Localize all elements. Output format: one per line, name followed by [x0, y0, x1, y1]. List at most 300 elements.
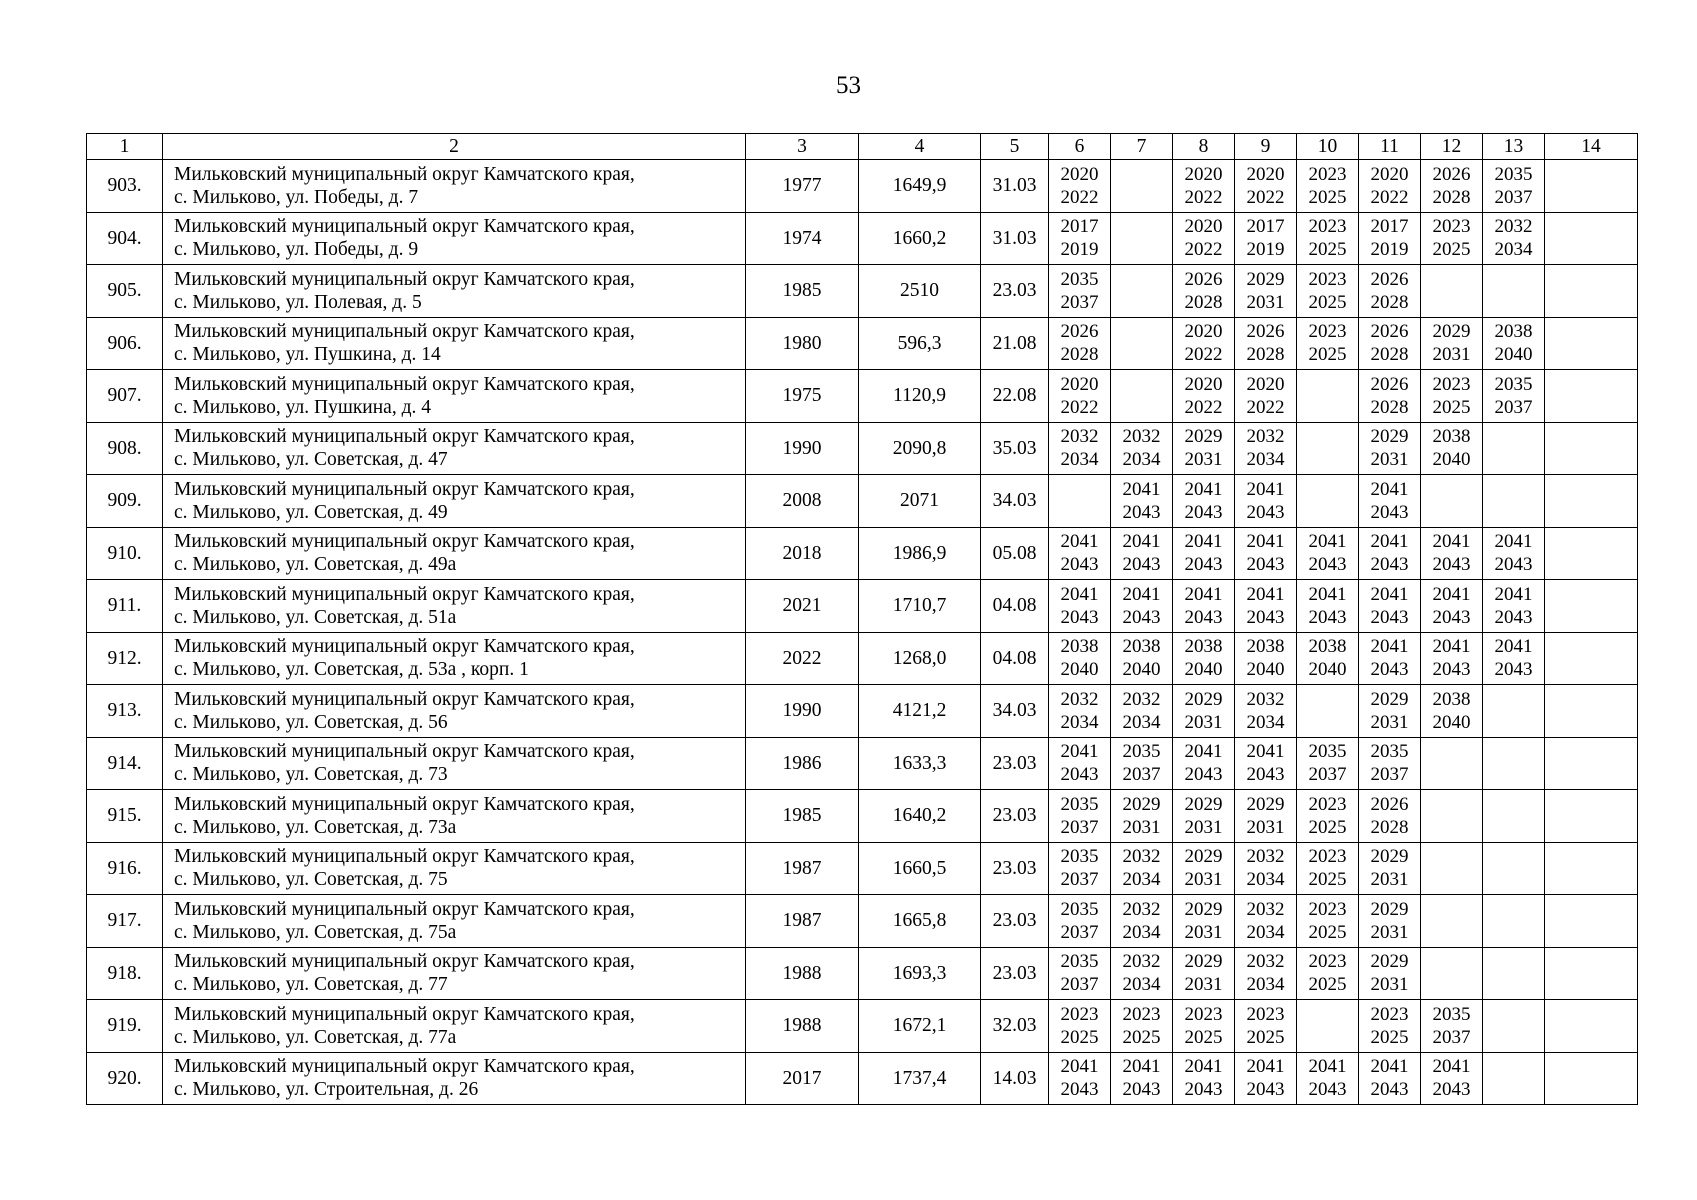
- period-cell-13: [1483, 685, 1545, 738]
- period-cell-9: [1235, 370, 1297, 423]
- period-start-year: 2029: [1370, 898, 1409, 920]
- period-cell-12: [1421, 685, 1483, 738]
- column-number-11: 11: [1359, 134, 1421, 160]
- period-cell-8: [1173, 370, 1235, 423]
- row-number-cell: 909.: [87, 475, 163, 528]
- period-cell-10: [1297, 580, 1359, 633]
- period-start-year: 2026: [1432, 163, 1471, 185]
- period-start-year: 2017: [1370, 216, 1409, 238]
- period-cell-7: [1111, 160, 1173, 213]
- period-cell-9: [1235, 527, 1297, 580]
- period-end-year: 2043: [1432, 659, 1471, 681]
- period-cell-8: [1173, 580, 1235, 633]
- period-cell-9: [1235, 685, 1297, 738]
- year-built-cell: 2021: [746, 580, 859, 633]
- period-start-year: 2041: [1122, 1056, 1161, 1078]
- address-street-line: с. Мильково, ул. Советская, д. 49: [174, 501, 448, 523]
- period-end-year: 2043: [1184, 606, 1223, 628]
- period-start-year: 2020: [1370, 163, 1409, 185]
- period-end-year: 2034: [1122, 921, 1161, 943]
- period-cell-6: [1049, 527, 1111, 580]
- period-cell-14: [1545, 475, 1638, 528]
- address-district-line: Мильковский муниципальный округ Камчатского края,: [174, 846, 635, 868]
- period-cell-8: [1173, 947, 1235, 1000]
- period-end-year: 2040: [1432, 449, 1471, 471]
- period-start-year: 2032: [1246, 846, 1285, 868]
- address-cell: [163, 160, 746, 213]
- code-cell: 23.03: [981, 265, 1049, 318]
- column-number-6: 6: [1049, 134, 1111, 160]
- period-cell-13: [1483, 370, 1545, 423]
- period-start-year: 2023: [1246, 1003, 1285, 1025]
- year-built-cell: 1974: [746, 212, 859, 265]
- address-street-line: с. Мильково, ул. Советская, д. 47: [174, 449, 448, 471]
- period-cell-11: [1359, 842, 1421, 895]
- period-start-year: 2035: [1060, 268, 1099, 290]
- period-cell-10: [1297, 1052, 1359, 1105]
- period-end-year: 2037: [1370, 764, 1409, 786]
- code-cell: 23.03: [981, 737, 1049, 790]
- address-district-line: Мильковский муниципальный округ Камчатского края,: [174, 216, 635, 238]
- period-start-year: 2029: [1370, 426, 1409, 448]
- area-cell: 1640,2: [859, 790, 981, 843]
- address-district-line: Мильковский муниципальный округ Камчатского края,: [174, 426, 635, 448]
- address-street-line: с. Мильково, ул. Советская, д. 49а: [174, 554, 457, 576]
- period-cell-11: [1359, 1052, 1421, 1105]
- period-cell-6: [1049, 842, 1111, 895]
- area-cell: 2510: [859, 265, 981, 318]
- address-street-line: с. Мильково, ул. Пушкина, д. 4: [174, 396, 432, 418]
- period-end-year: 2040: [1060, 659, 1099, 681]
- row-number-cell: 913.: [87, 685, 163, 738]
- period-end-year: 2043: [1432, 606, 1471, 628]
- period-start-year: 2041: [1184, 1056, 1223, 1078]
- period-cell-13: [1483, 265, 1545, 318]
- row-number-cell: 917.: [87, 895, 163, 948]
- area-cell: 1120,9: [859, 370, 981, 423]
- period-start-year: 2020: [1184, 216, 1223, 238]
- table-row: [87, 685, 1638, 738]
- table-row: [87, 160, 1638, 213]
- period-cell-11: [1359, 790, 1421, 843]
- period-cell-6: [1049, 1052, 1111, 1105]
- table-row: [87, 790, 1638, 843]
- period-start-year: 2032: [1060, 688, 1099, 710]
- period-cell-10: [1297, 265, 1359, 318]
- year-built-cell: 2018: [746, 527, 859, 580]
- address-district-line: Мильковский муниципальный округ Камчатского края,: [174, 898, 635, 920]
- code-cell: 04.08: [981, 632, 1049, 685]
- address-street-line: с. Мильково, ул. Советская, д. 53а , корп. 1: [174, 659, 529, 681]
- address-cell: [163, 370, 746, 423]
- period-end-year: 2043: [1184, 1079, 1223, 1101]
- table-row: [87, 737, 1638, 790]
- period-cell-9: [1235, 475, 1297, 528]
- period-start-year: 2029: [1184, 898, 1223, 920]
- period-end-year: 2040: [1432, 711, 1471, 733]
- period-end-year: 2022: [1370, 186, 1409, 208]
- period-cell-12: [1421, 160, 1483, 213]
- year-built-cell: 1977: [746, 160, 859, 213]
- period-start-year: 2041: [1246, 741, 1285, 763]
- period-cell-10: [1297, 370, 1359, 423]
- period-start-year: 2023: [1308, 216, 1347, 238]
- address-district-line: Мильковский муниципальный округ Камчатского края,: [174, 163, 635, 185]
- period-start-year: 2023: [1308, 268, 1347, 290]
- period-end-year: 2028: [1370, 396, 1409, 418]
- year-built-cell: 1990: [746, 422, 859, 475]
- period-cell-11: [1359, 947, 1421, 1000]
- period-cell-12: [1421, 947, 1483, 1000]
- column-number-12: 12: [1421, 134, 1483, 160]
- area-cell: 1737,4: [859, 1052, 981, 1105]
- period-start-year: 2041: [1370, 636, 1409, 658]
- address-cell: [163, 1000, 746, 1053]
- period-cell-14: [1545, 895, 1638, 948]
- year-built-cell: 1980: [746, 317, 859, 370]
- period-cell-8: [1173, 422, 1235, 475]
- period-end-year: 2043: [1184, 501, 1223, 523]
- address-district-line: Мильковский муниципальный округ Камчатского края,: [174, 951, 635, 973]
- period-start-year: 2041: [1246, 531, 1285, 553]
- period-end-year: 2040: [1494, 344, 1533, 366]
- period-end-year: 2043: [1060, 554, 1099, 576]
- period-end-year: 2022: [1184, 396, 1223, 418]
- period-end-year: 2025: [1308, 186, 1347, 208]
- address-district-line: Мильковский муниципальный округ Камчатского края,: [174, 321, 635, 343]
- period-end-year: 2025: [1308, 921, 1347, 943]
- table-row: [87, 895, 1638, 948]
- period-cell-6: [1049, 790, 1111, 843]
- period-cell-13: [1483, 475, 1545, 528]
- column-number-3: 3: [746, 134, 859, 160]
- period-cell-8: [1173, 212, 1235, 265]
- period-cell-14: [1545, 580, 1638, 633]
- address-district-line: Мильковский муниципальный округ Камчатского края,: [174, 1056, 635, 1078]
- period-start-year: 2041: [1246, 478, 1285, 500]
- period-start-year: 2041: [1370, 478, 1409, 500]
- period-cell-10: [1297, 422, 1359, 475]
- period-cell-11: [1359, 317, 1421, 370]
- table-row: [87, 212, 1638, 265]
- period-cell-9: [1235, 1052, 1297, 1105]
- period-start-year: 2026: [1370, 793, 1409, 815]
- period-end-year: 2043: [1246, 606, 1285, 628]
- period-start-year: 2035: [1060, 898, 1099, 920]
- period-start-year: 2029: [1246, 793, 1285, 815]
- address-street-line: с. Мильково, ул. Советская, д. 77а: [174, 1026, 457, 1048]
- period-cell-7: [1111, 632, 1173, 685]
- period-end-year: 2025: [1060, 1026, 1099, 1048]
- period-start-year: 2032: [1246, 898, 1285, 920]
- period-cell-7: [1111, 790, 1173, 843]
- period-start-year: 2029: [1122, 793, 1161, 815]
- period-end-year: 2043: [1494, 554, 1533, 576]
- period-end-year: 2043: [1494, 659, 1533, 681]
- period-end-year: 2043: [1432, 554, 1471, 576]
- period-cell-11: [1359, 212, 1421, 265]
- period-end-year: 2031: [1184, 711, 1223, 733]
- period-start-year: 2017: [1060, 216, 1099, 238]
- area-cell: 4121,2: [859, 685, 981, 738]
- year-built-cell: 2008: [746, 475, 859, 528]
- column-number-1: 1: [87, 134, 163, 160]
- area-cell: 1672,1: [859, 1000, 981, 1053]
- period-start-year: 2023: [1184, 1003, 1223, 1025]
- period-start-year: 2035: [1494, 163, 1533, 185]
- period-cell-11: [1359, 422, 1421, 475]
- period-start-year: 2038: [1246, 636, 1285, 658]
- year-built-cell: 1985: [746, 790, 859, 843]
- period-start-year: 2032: [1246, 426, 1285, 448]
- period-cell-10: [1297, 1000, 1359, 1053]
- period-cell-10: [1297, 527, 1359, 580]
- period-end-year: 2031: [1432, 344, 1471, 366]
- period-end-year: 2034: [1122, 711, 1161, 733]
- period-start-year: 2029: [1370, 688, 1409, 710]
- period-cell-6: [1049, 370, 1111, 423]
- period-cell-11: [1359, 737, 1421, 790]
- period-end-year: 2043: [1060, 1079, 1099, 1101]
- period-start-year: 2023: [1432, 373, 1471, 395]
- period-cell-14: [1545, 370, 1638, 423]
- address-cell: [163, 947, 746, 1000]
- column-number-8: 8: [1173, 134, 1235, 160]
- period-cell-10: [1297, 212, 1359, 265]
- period-end-year: 2031: [1370, 921, 1409, 943]
- row-number-cell: 904.: [87, 212, 163, 265]
- code-cell: 34.03: [981, 475, 1049, 528]
- period-end-year: 2034: [1246, 921, 1285, 943]
- period-cell-13: [1483, 1052, 1545, 1105]
- row-number-cell: 915.: [87, 790, 163, 843]
- period-start-year: 2029: [1184, 426, 1223, 448]
- period-start-year: 2035: [1060, 793, 1099, 815]
- period-cell-7: [1111, 685, 1173, 738]
- table-row: [87, 265, 1638, 318]
- address-cell: [163, 317, 746, 370]
- period-end-year: 2037: [1060, 816, 1099, 838]
- address-street-line: с. Мильково, ул. Советская, д. 51а: [174, 606, 457, 628]
- period-cell-6: [1049, 895, 1111, 948]
- period-cell-7: [1111, 527, 1173, 580]
- year-built-cell: 1990: [746, 685, 859, 738]
- address-district-line: Мильковский муниципальный округ Камчатского края,: [174, 688, 635, 710]
- table-row: [87, 527, 1638, 580]
- period-start-year: 2035: [1370, 741, 1409, 763]
- period-start-year: 2041: [1432, 636, 1471, 658]
- period-end-year: 2043: [1308, 1079, 1347, 1101]
- area-cell: 2090,8: [859, 422, 981, 475]
- period-cell-8: [1173, 527, 1235, 580]
- period-end-year: 2028: [1432, 186, 1471, 208]
- code-cell: 35.03: [981, 422, 1049, 475]
- address-district-line: Мильковский муниципальный округ Камчатского края,: [174, 268, 635, 290]
- period-cell-7: [1111, 475, 1173, 528]
- period-cell-12: [1421, 370, 1483, 423]
- period-cell-14: [1545, 317, 1638, 370]
- period-start-year: 2041: [1308, 583, 1347, 605]
- period-cell-11: [1359, 527, 1421, 580]
- period-start-year: 2020: [1184, 321, 1223, 343]
- period-cell-12: [1421, 580, 1483, 633]
- period-cell-9: [1235, 632, 1297, 685]
- period-cell-8: [1173, 317, 1235, 370]
- period-end-year: 2043: [1122, 554, 1161, 576]
- period-cell-10: [1297, 317, 1359, 370]
- period-cell-7: [1111, 212, 1173, 265]
- period-start-year: 2026: [1246, 321, 1285, 343]
- period-start-year: 2023: [1308, 898, 1347, 920]
- period-cell-14: [1545, 790, 1638, 843]
- period-end-year: 2028: [1370, 816, 1409, 838]
- period-cell-9: [1235, 895, 1297, 948]
- period-start-year: 2041: [1184, 531, 1223, 553]
- period-end-year: 2043: [1122, 606, 1161, 628]
- period-end-year: 2043: [1184, 764, 1223, 786]
- period-end-year: 2031: [1370, 869, 1409, 891]
- period-start-year: 2038: [1122, 636, 1161, 658]
- period-cell-13: [1483, 317, 1545, 370]
- period-cell-14: [1545, 212, 1638, 265]
- period-cell-11: [1359, 895, 1421, 948]
- period-end-year: 2025: [1308, 974, 1347, 996]
- period-cell-7: [1111, 1000, 1173, 1053]
- period-start-year: 2038: [1184, 636, 1223, 658]
- period-end-year: 2043: [1246, 554, 1285, 576]
- table-row: [87, 1052, 1638, 1105]
- period-start-year: 2041: [1308, 531, 1347, 553]
- address-district-line: Мильковский муниципальный округ Камчатского края,: [174, 583, 635, 605]
- period-cell-14: [1545, 685, 1638, 738]
- period-cell-10: [1297, 895, 1359, 948]
- address-cell: [163, 422, 746, 475]
- period-cell-14: [1545, 160, 1638, 213]
- address-district-line: Мильковский муниципальный округ Камчатского края,: [174, 741, 635, 763]
- period-end-year: 2040: [1308, 659, 1347, 681]
- period-start-year: 2032: [1246, 951, 1285, 973]
- period-cell-13: [1483, 580, 1545, 633]
- address-cell: [163, 580, 746, 633]
- period-cell-14: [1545, 1052, 1638, 1105]
- period-start-year: 2026: [1370, 321, 1409, 343]
- row-number-cell: 918.: [87, 947, 163, 1000]
- period-start-year: 2020: [1184, 163, 1223, 185]
- period-end-year: 2025: [1184, 1026, 1223, 1048]
- column-number-5: 5: [981, 134, 1049, 160]
- period-cell-12: [1421, 1000, 1483, 1053]
- period-end-year: 2037: [1060, 974, 1099, 996]
- period-start-year: 2041: [1060, 1056, 1099, 1078]
- row-number-cell: 911.: [87, 580, 163, 633]
- period-cell-12: [1421, 422, 1483, 475]
- column-number-10: 10: [1297, 134, 1359, 160]
- period-end-year: 2025: [1308, 239, 1347, 261]
- period-start-year: 2032: [1122, 688, 1161, 710]
- period-end-year: 2043: [1060, 764, 1099, 786]
- period-start-year: 2029: [1370, 846, 1409, 868]
- period-cell-6: [1049, 317, 1111, 370]
- period-start-year: 2041: [1122, 531, 1161, 553]
- period-start-year: 2041: [1246, 583, 1285, 605]
- table-row: [87, 632, 1638, 685]
- period-cell-13: [1483, 527, 1545, 580]
- period-start-year: 2041: [1184, 478, 1223, 500]
- period-end-year: 2037: [1308, 764, 1347, 786]
- address-cell: [163, 265, 746, 318]
- row-number-cell: 919.: [87, 1000, 163, 1053]
- period-start-year: 2035: [1432, 1003, 1471, 1025]
- period-cell-7: [1111, 1052, 1173, 1105]
- address-cell: [163, 1052, 746, 1105]
- period-cell-13: [1483, 422, 1545, 475]
- period-cell-13: [1483, 212, 1545, 265]
- period-cell-8: [1173, 842, 1235, 895]
- row-number-cell: 916.: [87, 842, 163, 895]
- row-number-cell: 912.: [87, 632, 163, 685]
- period-end-year: 2031: [1184, 816, 1223, 838]
- period-end-year: 2031: [1184, 921, 1223, 943]
- address-cell: [163, 632, 746, 685]
- period-start-year: 2026: [1184, 268, 1223, 290]
- year-built-cell: 1975: [746, 370, 859, 423]
- period-end-year: 2031: [1184, 869, 1223, 891]
- period-cell-10: [1297, 737, 1359, 790]
- address-street-line: с. Мильково, ул. Советская, д. 75а: [174, 921, 457, 943]
- code-cell: 23.03: [981, 895, 1049, 948]
- period-start-year: 2041: [1060, 583, 1099, 605]
- period-cell-14: [1545, 265, 1638, 318]
- period-start-year: 2038: [1494, 321, 1533, 343]
- period-start-year: 2023: [1060, 1003, 1099, 1025]
- area-cell: 2071: [859, 475, 981, 528]
- area-cell: 1660,2: [859, 212, 981, 265]
- period-end-year: 2022: [1246, 186, 1285, 208]
- period-start-year: 2035: [1494, 373, 1533, 395]
- period-end-year: 2025: [1246, 1026, 1285, 1048]
- row-number-cell: 914.: [87, 737, 163, 790]
- period-end-year: 2031: [1246, 816, 1285, 838]
- table-row: [87, 1000, 1638, 1053]
- period-start-year: 2023: [1308, 846, 1347, 868]
- period-end-year: 2034: [1246, 449, 1285, 471]
- period-cell-14: [1545, 422, 1638, 475]
- period-cell-14: [1545, 737, 1638, 790]
- period-end-year: 2040: [1184, 659, 1223, 681]
- address-district-line: Мильковский муниципальный округ Камчатского края,: [174, 478, 635, 500]
- period-cell-8: [1173, 1000, 1235, 1053]
- period-end-year: 2028: [1184, 291, 1223, 313]
- period-start-year: 2038: [1432, 688, 1471, 710]
- period-end-year: 2034: [1494, 239, 1533, 261]
- period-cell-7: [1111, 317, 1173, 370]
- period-end-year: 2043: [1494, 606, 1533, 628]
- column-number-9: 9: [1235, 134, 1297, 160]
- row-number-cell: 906.: [87, 317, 163, 370]
- period-cell-7: [1111, 737, 1173, 790]
- period-start-year: 2041: [1432, 583, 1471, 605]
- period-cell-8: [1173, 632, 1235, 685]
- page-number: 53: [836, 72, 861, 99]
- period-start-year: 2023: [1308, 793, 1347, 815]
- period-end-year: 2034: [1246, 869, 1285, 891]
- period-end-year: 2025: [1370, 1026, 1409, 1048]
- period-cell-9: [1235, 265, 1297, 318]
- period-start-year: 2020: [1184, 373, 1223, 395]
- period-start-year: 2035: [1122, 741, 1161, 763]
- period-end-year: 2022: [1184, 239, 1223, 261]
- period-start-year: 2032: [1122, 426, 1161, 448]
